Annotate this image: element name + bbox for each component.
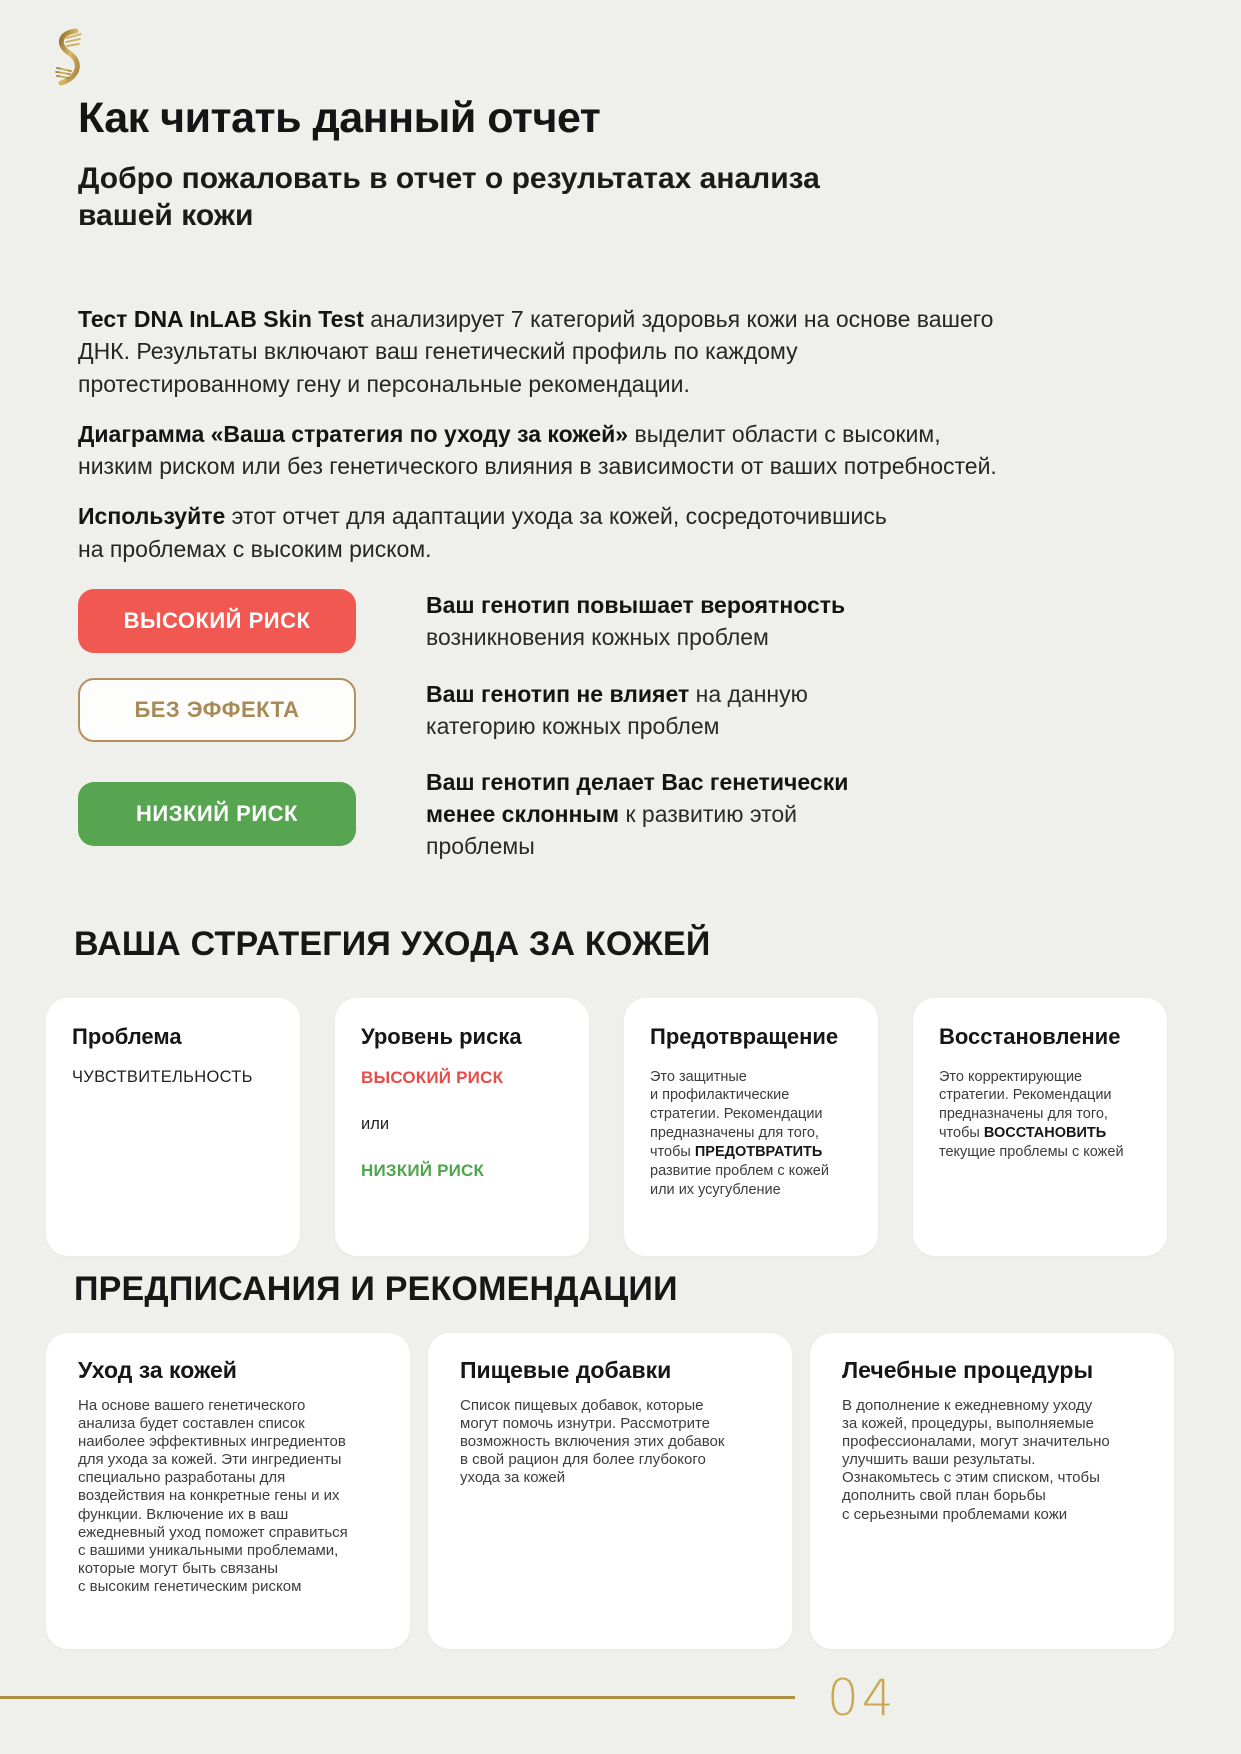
risk-legend xyxy=(78,589,1241,862)
intro-paragraphs xyxy=(78,303,1013,566)
low-risk-badge: НИЗКИЙ РИСК xyxy=(78,782,356,846)
card-supplements-title: Пищевые добавки xyxy=(460,1356,672,1383)
prescription-cards xyxy=(46,1333,1241,1649)
card-treatments-title: Лечебные процедуры xyxy=(842,1356,1094,1383)
risk-level-high-label: ВЫСОКИЙ РИСК xyxy=(361,1067,504,1087)
strategy-section-title: ВАША СТРАТЕГИЯ УХОДА ЗА КОЖЕЙ xyxy=(74,924,711,963)
card-problem-title: Проблема xyxy=(72,1023,182,1049)
no-effect-description-bold: Ваш генотип не влияет xyxy=(426,680,690,707)
card-problem-value: ЧУВСТВИТЕЛЬНОСТЬ xyxy=(72,1067,253,1086)
page-footer xyxy=(0,1669,1241,1727)
page-title: Как читать данный отчет xyxy=(78,94,601,142)
card-risk-level-title: Уровень риска xyxy=(361,1023,522,1049)
card-prevention-body-pre: Это защитные и профилактические стратегии. Рекомендации предназначены для того, чтобы xyxy=(650,1068,823,1160)
intro-paragraph-test-lead: Тест DNA InLAB Skin Test xyxy=(78,305,364,332)
strategy-cards xyxy=(46,998,1241,1256)
page-subtitle: Добро пожаловать в отчет о результатах анализа вашей кожи xyxy=(78,162,820,233)
card-restore-title: Восстановление xyxy=(939,1023,1121,1049)
card-restore-body-pre: Это корректирующие стратегии. Рекомендации предназначены для того, чтобы xyxy=(939,1068,1112,1142)
card-treatments xyxy=(810,1333,1174,1649)
high-risk-badge: ВЫСОКИЙ РИСК xyxy=(78,589,356,653)
intro-paragraph-diagram-lead: Диаграмма «Ваша стратегия по уходу за кожей» xyxy=(78,420,629,447)
card-prevention xyxy=(624,998,878,1256)
no-effect-badge: БЕЗ ЭФФЕКТА xyxy=(78,678,356,742)
low-risk-description xyxy=(426,766,896,863)
footer-divider xyxy=(0,1696,795,1699)
card-skincare-title: Уход за кожей xyxy=(78,1356,237,1383)
legend-row-no-effect xyxy=(78,678,1241,742)
no-effect-description xyxy=(426,678,896,742)
card-prevention-body-post: развитие проблем с кожей или их усугубление xyxy=(650,1162,829,1198)
intro-paragraph-use-lead: Используйте xyxy=(78,502,226,529)
intro-paragraph-test-text: анализирует 7 категорий здоровья кожи на основе вашего ДНК. Результаты включают ваш генетический профиль по каждому протестированному гену и персональные рекомендации. xyxy=(78,305,994,397)
high-risk-description-text: возникновения кожных проблем xyxy=(426,624,769,651)
card-restore-body-post: текущие проблемы с кожей xyxy=(939,1144,1124,1160)
intro-paragraph-use xyxy=(78,500,1013,565)
legend-row-high-risk xyxy=(78,589,1241,653)
prescriptions-section-title: ПРЕДПИСАНИЯ И РЕКОМЕНДАЦИИ xyxy=(74,1269,678,1308)
legend-row-low-risk xyxy=(78,766,1241,863)
card-supplements xyxy=(428,1333,792,1649)
card-skincare-body: На основе вашего генетического анализа будет составлен список наиболее эффективных ингредиентов для ухода за кожей. Эти ингредиенты специально разработаны для воздействия на конкретные гены и их функции. Включение их в ваш ежедневный уход поможет справиться с вашими уникальными проблемами, которые могут быть связаны с высоким генетическим риском xyxy=(78,1396,348,1596)
card-risk-level xyxy=(335,998,589,1256)
card-prevention-body-bold: ПРЕДОТВРАТИТЬ xyxy=(694,1144,823,1160)
card-treatments-body: В дополнение к ежедневному уходу за кожей, процедуры, выполняемые профессионалами, могут значительно улучшить ваши результаты. Ознакомьтесь с этим списком, чтобы дополнить свой план борьбы с серьезными проблемами кожи xyxy=(842,1396,1110,1523)
card-restore-body-bold: ВОССТАНОВИТЬ xyxy=(983,1125,1107,1142)
card-supplements-body: Список пищевых добавок, которые могут помочь изнутри. Рассмотрите возможность включения этих добавок в свой рацион для более глубокого ухода за кожей xyxy=(460,1396,725,1487)
low-risk-description-bold: Ваш генотип делает Вас генетически менее склонным xyxy=(426,768,849,828)
risk-level-low-label: НИЗКИЙ РИСК xyxy=(361,1160,485,1180)
card-problem xyxy=(46,998,300,1256)
dna-helix-icon xyxy=(46,28,90,86)
intro-paragraph-use-text: этот отчет для адаптации ухода за кожей, сосредоточившись на проблемах с высоким риском. xyxy=(78,502,887,562)
card-restore-body xyxy=(939,1068,1145,1162)
card-restore xyxy=(913,998,1167,1256)
card-prevention-title: Предотвращение xyxy=(650,1023,839,1049)
intro-paragraph-test xyxy=(78,303,1013,401)
no-effect-description-text: на данную категорию кожных проблем xyxy=(426,680,808,739)
risk-level-or-label: или xyxy=(361,1114,390,1133)
card-skincare xyxy=(46,1333,410,1649)
card-prevention-body xyxy=(650,1068,856,1200)
low-risk-description-text: к развитию этой проблемы xyxy=(426,801,798,860)
intro-paragraph-diagram xyxy=(78,418,1013,483)
high-risk-description xyxy=(426,589,896,653)
high-risk-description-bold: Ваш генотип повышает вероятность xyxy=(426,592,846,619)
intro-paragraph-diagram-text: выделит области с высоким, низким риском или без генетического влияния в зависимости от ваших потребностей. xyxy=(78,420,997,480)
page-number: 04 xyxy=(827,1668,897,1727)
